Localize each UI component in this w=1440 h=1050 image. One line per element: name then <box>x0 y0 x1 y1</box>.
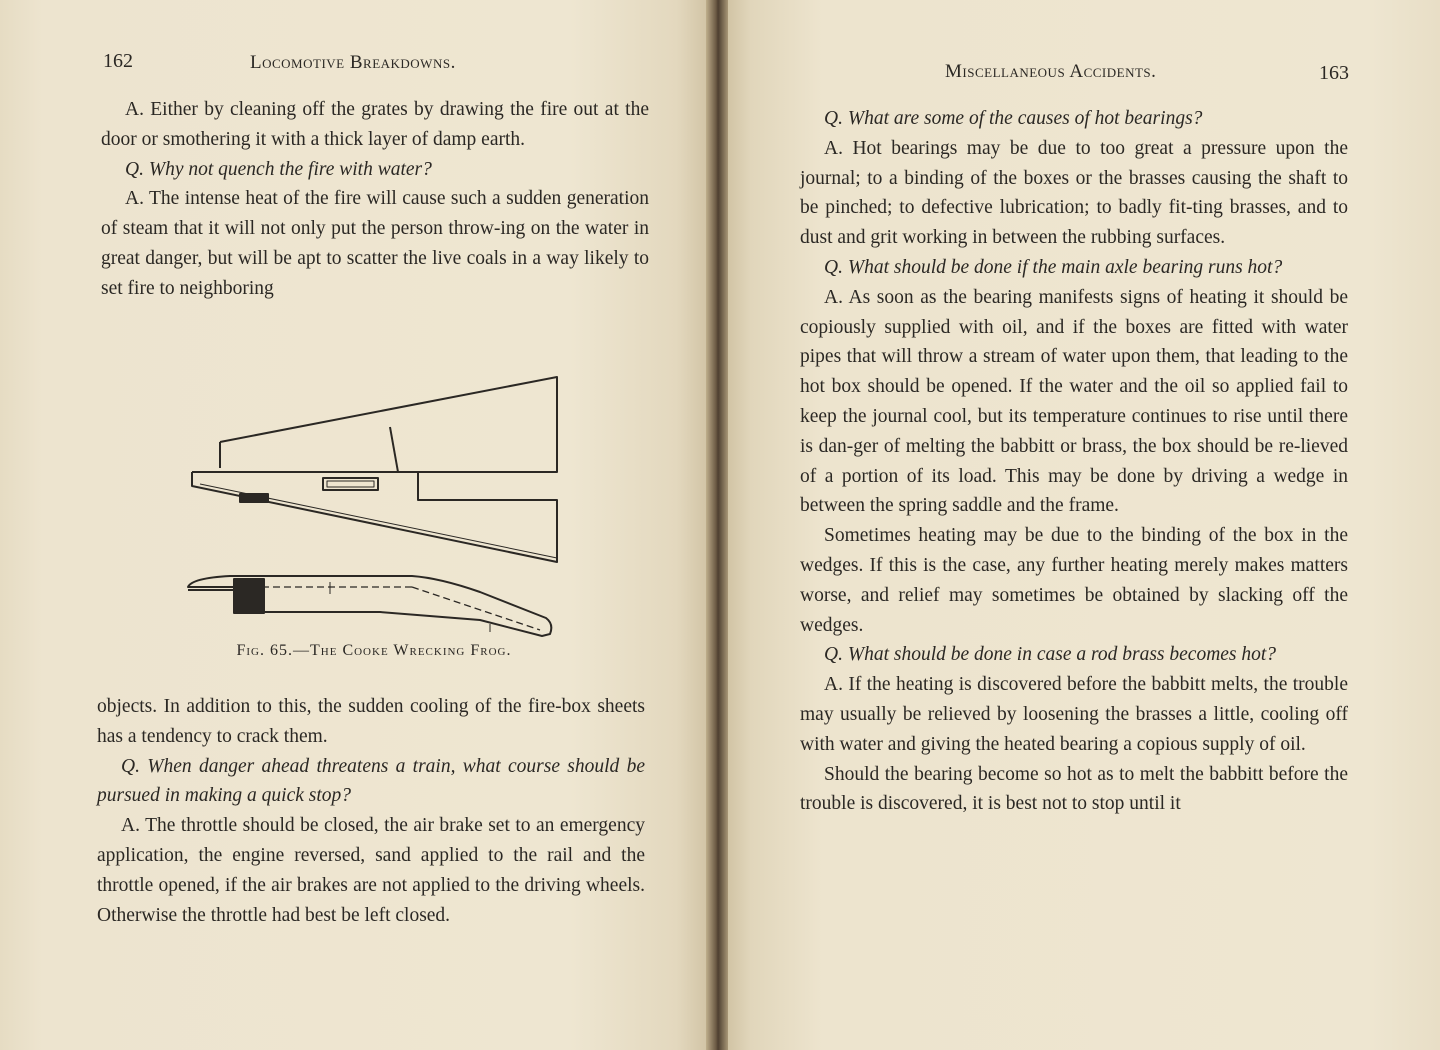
running-head: Locomotive Breakdowns. <box>250 52 456 73</box>
paragraph-question: Q. What are some of the causes of hot bearings? <box>824 108 1203 129</box>
page-number: 162 <box>103 50 133 72</box>
left-page <box>0 0 712 1050</box>
wrecking-frog-illustration <box>180 372 570 642</box>
text-column-bottom <box>97 692 645 930</box>
text-column-top <box>101 95 649 304</box>
book-gutter <box>706 0 728 1050</box>
paragraph-question: Q. What should be done if the main axle bearing runs hot? <box>824 256 1283 278</box>
paragraph-answer: Sometimes heating may be due to the binding of the box in the wedges. If this is the case, any further heating merely makes matters worse, and relief may sometimes be obtained by slacking off the wedges. <box>800 525 1348 636</box>
paragraph-answer: A. The intense heat of the fire will cause such a sudden generation of steam that it will not only put the person throw-ing on the water in great danger, but will be apt to scatter the live coals in a way likely to set fire to neighboring <box>101 188 649 299</box>
paragraph-answer: A. The throttle should be closed, the air brake set to an emergency application, the engine reversed, sand applied to the rail and the throttle opened, if the air brakes are not applied to the driving wheels. Otherwise the throttle had best be left closed. <box>97 815 645 926</box>
paragraph-question: Q. What should be done in case a rod brass becomes hot? <box>824 644 1277 666</box>
paragraph-answer: A. Hot bearings may be due to too great a pressure upon the journal; to a binding of the boxes or the brasses causing the shaft to be pinched; to defective lubrication; to badly fit-ting brasses, and to dust and grit working in between the rubbing surfaces. <box>800 137 1348 249</box>
running-head: Miscellaneous Accidents. <box>945 61 1157 82</box>
paragraph-answer: A. Either by cleaning off the grates by drawing the fire out at the door or smothering it with a thick layer of damp earth. <box>101 99 649 150</box>
figure-caption: Fig. 65.—The Cooke Wrecking Frog. <box>236 642 512 659</box>
paragraph-continuation: objects. In addition to this, the sudden cooling of the fire-box sheets has a tendency to crack them. <box>97 696 645 747</box>
paragraph-answer: A. As soon as the bearing manifests signs of heating it should be copiously supplied with oil, and if the boxes are fitted with water pipes that will throw a stream of water upon them, that leading to the hot box should be opened. If the water and the oil so applied fail to keep the journal cool, but its temperature continues to rise until there is dan-ger of melting the babbitt or brass, the box should be re-lieved of a portion of its load. This may be done by driving a wedge in between the spring saddle and the frame. <box>800 286 1348 517</box>
paragraph-question: Q. Why not quench the fire with water? <box>125 158 432 180</box>
text-column <box>800 104 1348 819</box>
paragraph-answer: Should the bearing become so hot as to melt the babbitt before the trouble is discovered, it is best not to stop until it <box>800 763 1348 815</box>
paragraph-answer: A. If the heating is discovered before the babbitt melts, the trouble may usually be relieved by loosening the brasses a little, cooling off with water and giving the heated bearing a copious supply of oil. <box>800 674 1348 755</box>
right-page <box>722 0 1440 1050</box>
paragraph-question: Q. When danger ahead threatens a train, what course should be pursued in making a quick stop? <box>97 755 645 807</box>
page-number: 163 <box>1319 62 1349 84</box>
